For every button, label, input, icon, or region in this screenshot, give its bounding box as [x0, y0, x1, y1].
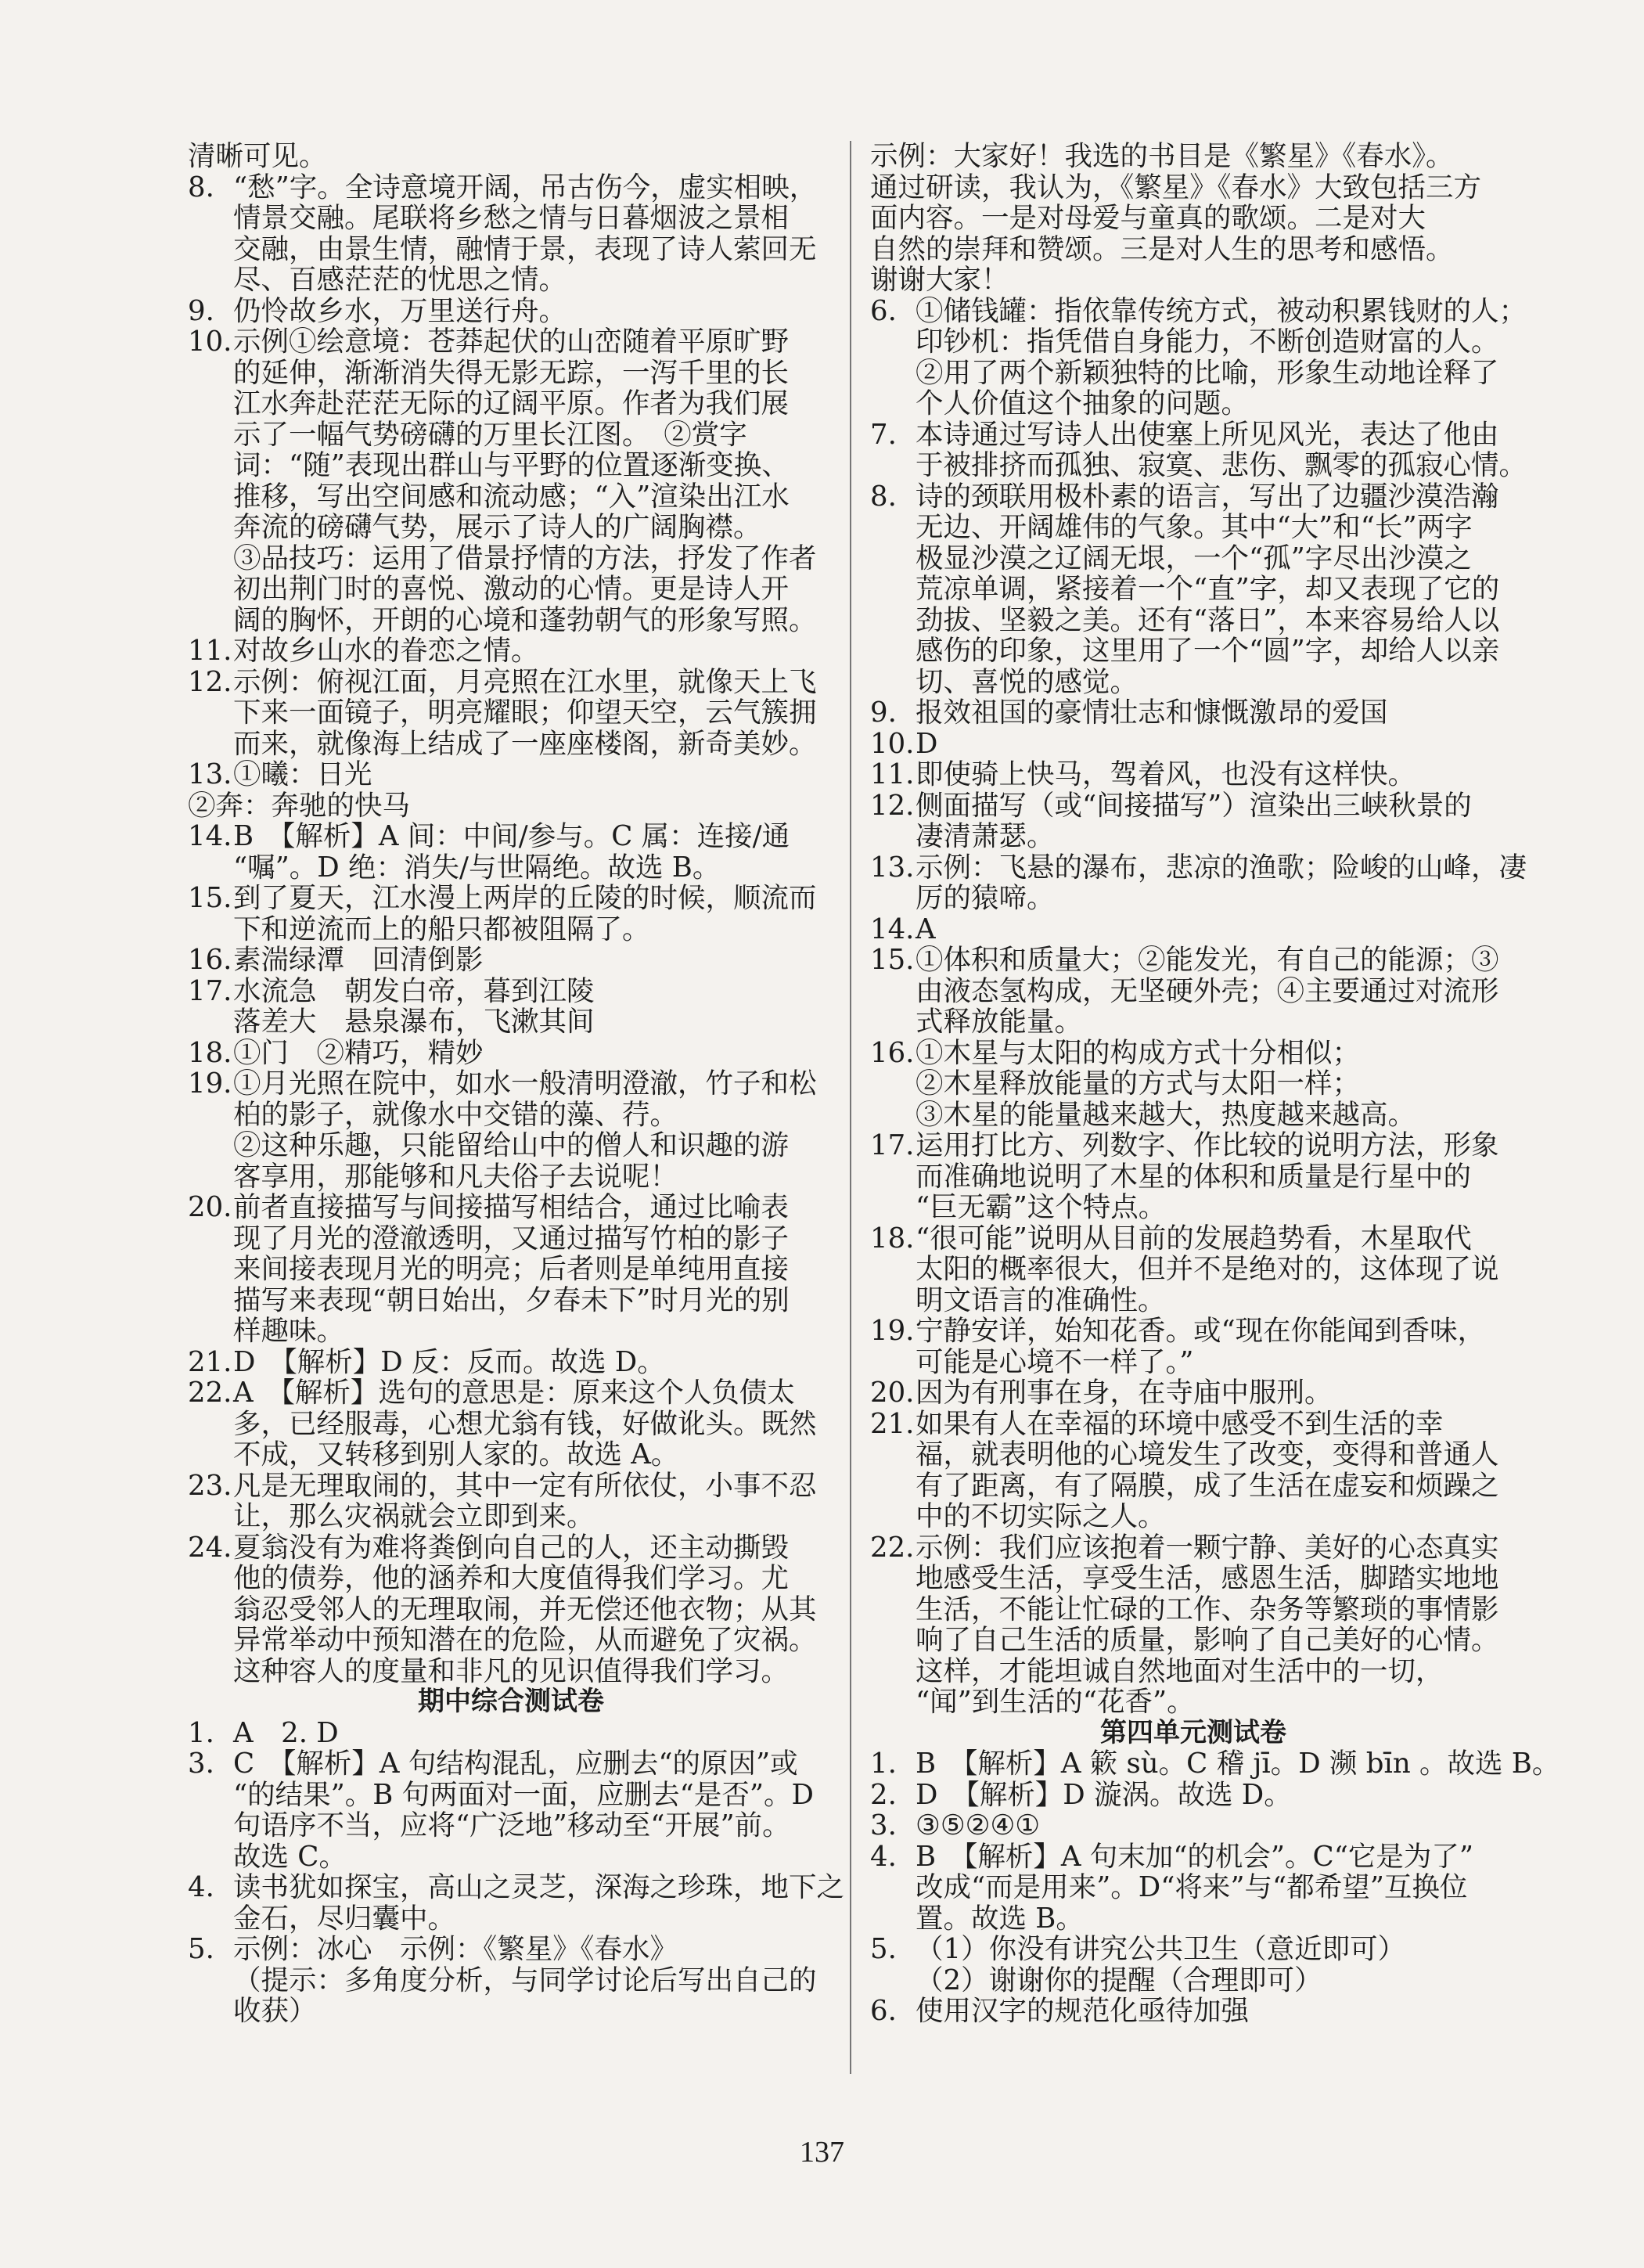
answer-line: D [916, 727, 938, 760]
answer-line: 下和逆流而上的船只都被阻隔了。 [233, 913, 650, 945]
answer-number: 8. [188, 171, 214, 203]
answer-line: ③品技巧：运用了借景抒情的方法，抒发了作者 [233, 542, 817, 574]
answer-number: 18. [870, 1222, 915, 1255]
left-column [188, 140, 845, 2027]
answer-item [870, 1316, 1516, 1377]
answer-line: ①门 ②精巧，精妙 [233, 1036, 484, 1069]
answer-line: “巨无霸”这个特点。 [916, 1191, 1167, 1223]
answer-line: 谢谢大家！ [870, 264, 1009, 296]
answer-line: 改成“而是用来”。D“将来”与“都希望”互换位 [916, 1871, 1468, 1903]
answer-line: ①曦：日光 [233, 758, 372, 790]
answer-number: 19. [870, 1315, 915, 1347]
answer-line: 对故乡山水的眷恋之情。 [233, 635, 539, 667]
answer-item [188, 1871, 845, 1935]
answer-item [188, 1068, 834, 1192]
answer-item [870, 1038, 1516, 1131]
answer-item [870, 1934, 1516, 1996]
answer-item [870, 1841, 1516, 1935]
answer-item [870, 294, 1527, 419]
answer-number: 20. [188, 1191, 232, 1223]
answer-line: “愁”字。全诗意境开阔，吊古伤今，虚实相映， [233, 171, 818, 203]
answer-line: 如果有人在幸福的环境中感受不到生活的幸 [916, 1407, 1444, 1440]
answer-line: 交融，由景生情，融情于景，表现了诗人萦回无 [233, 232, 817, 265]
answer-line: 明文语言的准确性。 [916, 1283, 1166, 1316]
answer-number: 7. [870, 418, 897, 451]
answer-item [870, 945, 1516, 1038]
answer-number: 11. [188, 635, 232, 667]
answer-number: 22. [870, 1531, 915, 1564]
answer-item [188, 1192, 834, 1347]
answer-line: D 【解析】D 反：反而。故选 D。 [233, 1345, 665, 1378]
answer-item [870, 1996, 1516, 2027]
answer-line: 使用汉字的规范化亟待加强 [916, 1995, 1250, 2027]
answer-line: 示例：大家好！我选的书目是《繁星》《春水》。 [870, 140, 1454, 172]
answer-item [870, 1780, 1516, 1811]
answer-item [870, 1130, 1516, 1223]
answer-line: 让，那么灾祸就会立即到来。 [233, 1500, 595, 1532]
answer-line: ②用了两个新颖独特的比喻，形象生动地诠释了 [916, 356, 1499, 389]
answer-item [870, 481, 1516, 698]
answer-line: 故选 C。 [233, 1840, 347, 1873]
answer-line: 这种容人的度量和非凡的见识值得我们学习。 [233, 1654, 790, 1687]
answer-line: 不成，又转移到别人家的。故选 A。 [233, 1438, 679, 1471]
answer-line: 来间接表现月光的明亮；后者则是单纯用直接 [233, 1253, 790, 1285]
answer-number: 4. [188, 1871, 214, 1903]
answer-line: B 【解析】A 句末加“的机会”。C“它是为了” [916, 1840, 1474, 1873]
answer-line: A [916, 913, 936, 945]
answer-line: 有了距离，有了隔膜，成了生活在虚妄和烦躁之 [916, 1469, 1499, 1502]
answer-line: 水流急 朝发白帝，暮到江陵 [233, 974, 595, 1007]
answer-line: 描写来表现“朝日始出，夕春未下”时月光的别 [233, 1283, 790, 1316]
answer-number: 24. [188, 1531, 232, 1564]
answer-line: 通过研读，我认为，《繁星》《春水》大致包括三方 [870, 171, 1482, 203]
answer-item [188, 296, 834, 327]
answer-line: 下来一面镜子，明亮耀眼；仰望天空，云气簇拥 [233, 697, 817, 729]
answer-line: 金石，尽归囊中。 [233, 1902, 456, 1935]
answer-item [188, 1934, 834, 2027]
answer-line: 多，已经服毒，心想尤翁有钱，好做讹头。既然 [233, 1407, 817, 1440]
answer-line: （1）你没有讲究公共卫生（意近即可） [916, 1933, 1406, 1965]
answer-line: 厉的猿啼。 [916, 882, 1055, 914]
answer-line: 劲拔、坚毅之美。还有“落日”，本来容易给人以 [916, 603, 1500, 636]
answer-line: ②奔：奔驰的快马 [188, 789, 411, 822]
answer-line: 初出荆门时的喜悦、激动的心情。更是诗人开 [233, 573, 790, 605]
answer-line: 侧面描写（或“间接描写”）渲染出三峡秋景的 [916, 789, 1472, 822]
answer-number: 1. [870, 1748, 897, 1780]
right-column [870, 140, 1560, 2027]
section-title: 期中综合测试卷 [418, 1686, 604, 1717]
answer-item [188, 667, 834, 760]
answer-line: 收获） [233, 1995, 317, 2027]
answer-line: 太阳的概率很大，但并不是绝对的，这体现了说 [916, 1253, 1499, 1285]
answer-line: 情景交融。尾联将乡愁之情与日暮烟波之景相 [233, 202, 790, 234]
answer-item [870, 141, 1516, 296]
answer-item [870, 1810, 1516, 1841]
answer-line: B 【解析】A 簌 sù。C 稽 jī。D 濒 bīn 。故选 B。 [916, 1748, 1560, 1780]
answer-item [188, 635, 834, 667]
answer-item [870, 851, 1527, 914]
answer-line: “嘱”。D 绝：消失/与世隔绝。故选 B。 [233, 851, 721, 884]
answer-number: 17. [188, 974, 232, 1007]
answer-line: 而来，就像海上结成了一座座楼阁，新奇美妙。 [233, 727, 817, 760]
answer-line: （2）谢谢你的提醒（合理即可） [916, 1964, 1322, 1996]
answer-number: 21. [870, 1407, 915, 1440]
answer-line: 前者直接描写与间接描写相结合，通过比喻表 [233, 1191, 790, 1223]
answer-line: ②这种乐趣，只能留给山中的僧人和识趣的游 [233, 1129, 790, 1161]
answer-number: 18. [188, 1036, 232, 1069]
answer-line: 江水奔赴茫茫无际的辽阔平原。作者为我们展 [233, 387, 790, 419]
answer-number: 13. [870, 851, 915, 884]
answer-number: 21. [188, 1345, 232, 1378]
answer-line: 生活，不能让忙碌的工作、杂务等繁琐的事情影 [916, 1593, 1499, 1625]
answer-item [870, 790, 1516, 852]
answer-number: 6. [870, 1995, 897, 2027]
answer-line: 由液态氢构成，无坚硬外壳；④主要通过对流形 [916, 974, 1499, 1007]
answer-line: 奔流的磅礴气势，展示了诗人的广阔胸襟。 [233, 511, 761, 543]
answer-line: 无边、开阔雄伟的气象。其中“大”和“长”两字 [916, 511, 1473, 543]
answer-line: ②木星释放能量的方式与太阳一样； [916, 1067, 1361, 1100]
answer-item [188, 1038, 834, 1069]
answer-item [188, 1532, 834, 1687]
answer-number: 14. [188, 820, 232, 852]
answer-line: 可能是心境不一样了。” [916, 1345, 1194, 1378]
answer-line: 夏翁没有为难将粪倒向自己的人，还主动撕毁 [233, 1531, 790, 1564]
answer-line: 即使骑上快马，驾着风，也没有这样快。 [916, 758, 1416, 790]
answer-number: 3. [188, 1748, 214, 1780]
answer-line: D 【解析】D 漩涡。故选 D。 [916, 1778, 1292, 1811]
answer-number: 11. [870, 758, 915, 790]
answer-line: 面内容。一是对母爱与童真的歌颂。二是对大 [870, 202, 1426, 234]
answer-number: 19. [188, 1067, 232, 1100]
answer-line: 示例：飞悬的瀑布，悲凉的渔歌；险峻的山峰，凄 [916, 851, 1527, 884]
answer-line: 诗的颈联用极朴素的语言，写出了边疆沙漠浩瀚 [916, 480, 1499, 513]
answer-line: 落差大 悬泉瀑布，飞漱其间 [233, 1006, 595, 1038]
answer-number: 20. [870, 1377, 915, 1409]
answer-line: 凡是无理取闹的，其中一定有所依仗，小事不忍 [233, 1469, 817, 1502]
answer-line: 本诗通过写诗人出使塞上所见风光，表达了他由 [916, 418, 1499, 451]
answer-item [188, 1471, 834, 1532]
answer-number: 9. [188, 294, 214, 327]
answer-number: 5. [870, 1933, 897, 1965]
answer-number: 2. [870, 1778, 897, 1811]
answer-number: 14. [870, 913, 915, 945]
answer-number: 12. [188, 665, 232, 698]
answer-line: ③⑤②④① [916, 1809, 1041, 1841]
answer-line: （提示：多角度分析，与同学讨论后写出自己的 [233, 1964, 817, 1996]
answer-item [188, 141, 834, 172]
answer-line: C 【解析】A 句结构混乱，应删去“的原因”或 [233, 1748, 798, 1780]
answer-line: 宁静安详，始知花香。或“现在你能闻到香味， [916, 1315, 1486, 1347]
answer-line: 自然的崇拜和赞颂。三是对人生的思考和感悟。 [870, 232, 1454, 265]
answer-line: 推移，写出空间感和流动感；“入”渲染出江水 [233, 480, 790, 513]
answer-item [870, 729, 1516, 760]
answer-line: 置。故选 B。 [916, 1902, 1084, 1935]
answer-line: “的结果”。B 句两面对一面，应删去“是否”。D [233, 1778, 814, 1811]
answer-line: 示例：俯视江面，月亮照在江水里，就像天上飞 [233, 665, 817, 698]
answer-item [188, 326, 834, 635]
answer-line: ①体积和质量大；②能发光，有自己的能源；③ [916, 944, 1499, 976]
answer-line: 而准确地说明了木星的体积和质量是行星中的 [916, 1160, 1472, 1193]
answer-line: ①木星与太阳的构成方式十分相似； [916, 1036, 1361, 1069]
answer-line: “闻”到生活的“花香”。 [916, 1686, 1195, 1718]
answer-line: 素湍绿潭 回清倒影 [233, 944, 484, 976]
answer-number: 15. [188, 882, 232, 914]
answer-line: ①储钱罐：指依靠传统方式，被动积累钱财的人； [916, 294, 1527, 327]
answer-line: 客享用，那能够和凡夫俗子去说呢！ [233, 1160, 678, 1193]
answer-number: 16. [188, 944, 232, 976]
answer-line: 感伤的印象，这里用了一个“圆”字，却给人以亲 [916, 635, 1500, 667]
answer-number: 16. [870, 1036, 915, 1069]
answer-number: 13. [188, 758, 232, 790]
answer-line: A 2. D [233, 1716, 339, 1749]
answer-number: 15. [870, 944, 915, 976]
answer-item [188, 759, 834, 821]
answer-item [870, 1532, 1516, 1718]
answer-item [870, 1748, 1560, 1780]
answer-line: 翁忍受邻人的无理取闹，并无偿还他衣物；从其 [233, 1593, 817, 1625]
answer-number: 8. [870, 480, 897, 513]
answer-line: 柏的影子，就像水中交错的藻、荇。 [233, 1098, 678, 1131]
answer-number: 10. [188, 326, 232, 358]
answer-item [188, 1748, 834, 1872]
answer-line: 地感受生活，享受生活，感恩生活，脚踏实地地 [916, 1562, 1499, 1594]
answer-line: B 【解析】A 间：中间/参与。C 属：连接/通 [233, 820, 790, 852]
answer-line: 现了月光的澄澈透明，又通过描写竹柏的影子 [233, 1222, 790, 1255]
answer-line: A 【解析】选句的意思是：原来这个人负债太 [233, 1377, 795, 1409]
page-number: 137 [800, 2136, 844, 2169]
answer-line: 报效祖国的豪情壮志和慷慨激昂的爱国 [916, 697, 1388, 729]
answer-line: 因为有刑事在身，在寺庙中服刑。 [916, 1377, 1333, 1409]
answer-line: 仍怜故乡水，万里送行舟。 [233, 294, 567, 327]
answer-line: 于被排挤而孤独、寂寞、悲伤、飘零的孤寂心情。 [916, 449, 1527, 481]
answer-line: 印钞机：指凭借自身能力，不断创造财富的人。 [916, 326, 1499, 358]
answer-line: 式释放能量。 [916, 1006, 1083, 1038]
answer-number: 6. [870, 294, 897, 327]
answer-number: 23. [188, 1469, 232, 1502]
answer-line: 这样，才能坦诚自然地面对生活中的一切， [916, 1654, 1444, 1687]
answer-line: 示例：冰心 示例：《繁星》《春水》 [233, 1933, 678, 1965]
answer-line: 他的债券，他的涵养和大度值得我们学习。尤 [233, 1562, 790, 1594]
answer-line: 荒凉单调，紧接着一个“直”字，却又表现了它的 [916, 573, 1500, 605]
answer-item [188, 821, 834, 883]
answer-line: 尽、百感茫茫的忧思之情。 [233, 264, 567, 296]
answer-line: 个人价值这个抽象的问题。 [916, 387, 1250, 419]
answer-number: 4. [870, 1840, 897, 1873]
answer-number: 17. [870, 1129, 915, 1161]
answer-item [870, 1223, 1516, 1316]
answer-item [870, 759, 1516, 790]
answer-line: 示了一幅气势磅礴的万里长江图。 ②赏字 [233, 418, 747, 451]
answer-item [870, 914, 1516, 945]
answer-line: 的延伸，渐渐消失得无影无踪，一泻千里的长 [233, 356, 790, 389]
answer-line: ③木星的能量越来越大，热度越来越高。 [916, 1098, 1416, 1131]
answer-line: 运用打比方、列数字、作比较的说明方法，形象 [916, 1129, 1499, 1161]
answer-line: 句语序不当，应将“广泛地”移动至“开展”前。 [233, 1809, 790, 1841]
answer-number: 9. [870, 697, 897, 729]
answer-line: 切、喜悦的感觉。 [916, 665, 1139, 698]
answer-item [188, 1347, 834, 1378]
answer-line: 示例：我们应该抱着一颗宁静、美好的心态真实 [916, 1531, 1499, 1564]
answer-item [188, 1718, 834, 1749]
answer-item [870, 418, 1527, 481]
answer-item [870, 697, 1516, 729]
answer-line: ①月光照在院中，如水一般清明澄澈，竹子和松 [233, 1067, 817, 1100]
answer-line: 示例①绘意境：苍莽起伏的山峦随着平原旷野 [233, 326, 790, 358]
answer-item [188, 976, 834, 1038]
answer-item [188, 172, 834, 296]
answer-line: 读书犹如探宝，高山之灵芝，深海之珍珠，地下之 [233, 1871, 845, 1903]
answer-item [870, 1409, 1516, 1532]
answer-number: 1. [188, 1716, 214, 1749]
answer-line: 清晰可见。 [188, 140, 327, 172]
answer-number: 5. [188, 1933, 214, 1965]
answer-item [188, 1377, 834, 1471]
answer-line: 到了夏天，江水漫上两岸的丘陵的时候，顺流而 [233, 882, 817, 914]
answer-item [188, 883, 834, 945]
answer-line: 中的不切实际之人。 [916, 1500, 1166, 1532]
answer-number: 10. [870, 727, 915, 760]
answer-line: 阔的胸怀，开朗的心境和蓬勃朝气的形象写照。 [233, 603, 817, 636]
answer-line: 样趣味。 [233, 1315, 345, 1347]
answer-number: 22. [188, 1377, 232, 1409]
section-title: 第四单元测试卷 [1100, 1716, 1286, 1748]
column-divider [850, 141, 851, 2074]
answer-line: 福，就表明他的心境发生了改变，变得和普通人 [916, 1438, 1499, 1471]
answer-number: 3. [870, 1809, 897, 1841]
answer-line: 词：“随”表现出群山与平野的位置逐渐变换、 [233, 449, 790, 481]
answer-line: 极显沙漠之辽阔无垠，一个“孤”字尽出沙漠之 [916, 542, 1472, 574]
answer-line: 异常举动中预知潜在的危险，从而避免了灾祸。 [233, 1624, 817, 1656]
answer-line: “很可能”说明从目前的发展趋势看，木星取代 [916, 1222, 1472, 1255]
answer-line: 响了自己生活的质量，影响了自己美好的心情。 [916, 1624, 1499, 1656]
answer-line: 凄清萧瑟。 [916, 820, 1055, 852]
answer-item [870, 1377, 1516, 1409]
answer-item [188, 945, 834, 976]
answer-number: 12. [870, 789, 915, 822]
